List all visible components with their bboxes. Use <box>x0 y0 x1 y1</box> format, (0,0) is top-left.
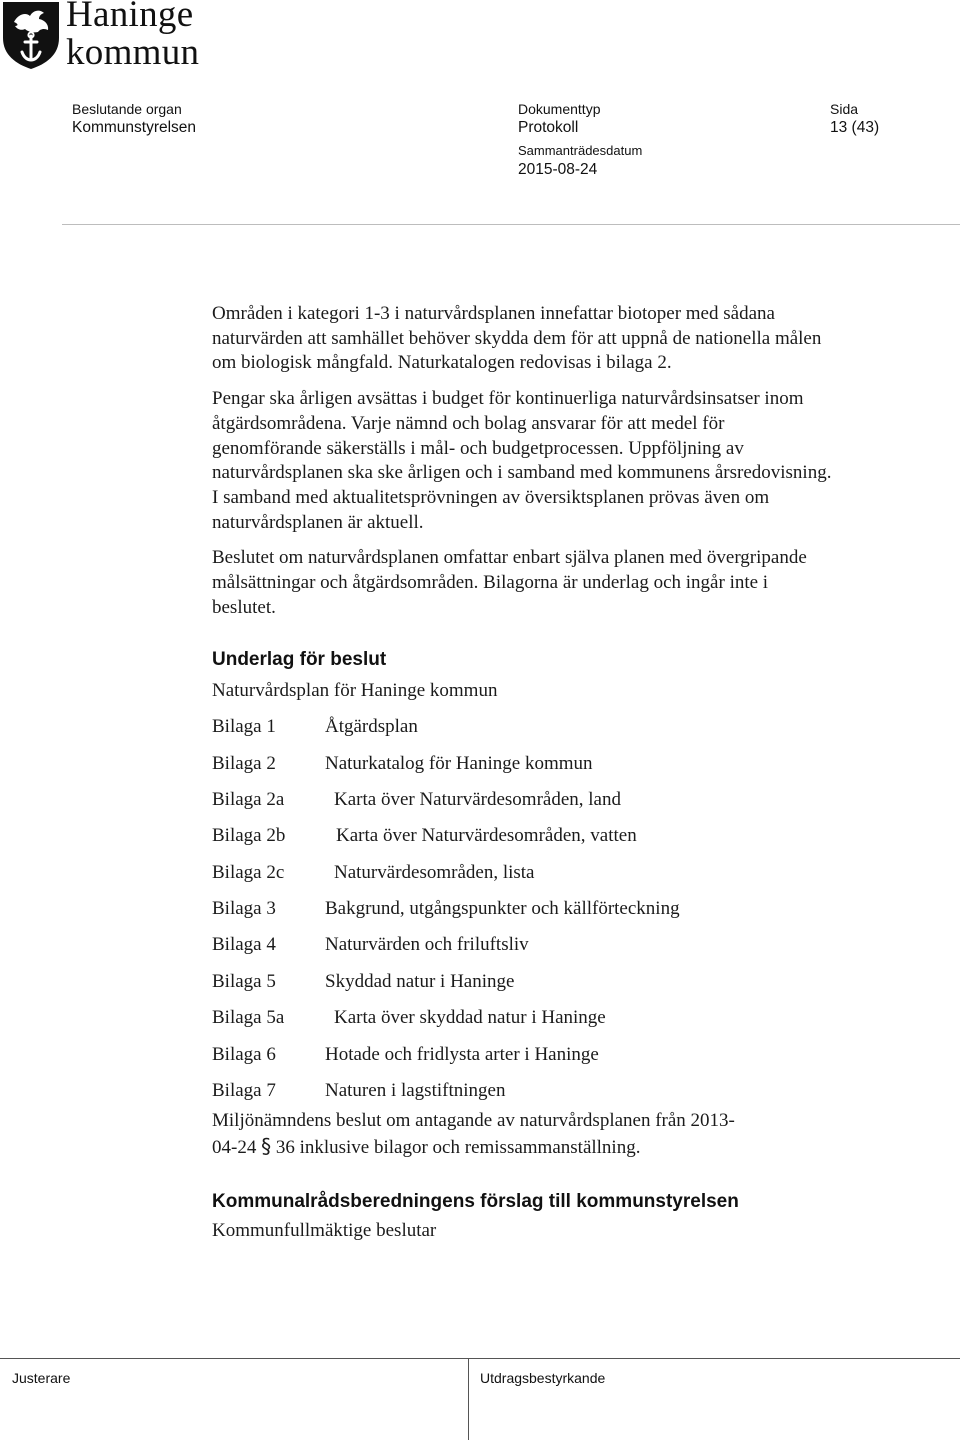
appendix-number: Bilaga 7 <box>212 1080 276 1102</box>
decision-line-1: Miljönämndens beslut om antagande av naturvårdsplanen från 2013- <box>212 1110 735 1132</box>
underlag-heading: Underlag för beslut <box>212 649 387 671</box>
doctype-label: Dokumenttyp <box>518 101 601 117</box>
appendix-row <box>212 824 832 860</box>
logo-line-2: kommun <box>66 32 200 73</box>
footer-utdragsbestyrkande-label: Utdragsbestyrkande <box>480 1370 606 1386</box>
appendix-title: Naturvärden och friluftsliv <box>325 934 529 956</box>
appendix-number: Bilaga 2a <box>212 788 285 810</box>
meeting-date-label: Sammanträdesdatum <box>518 143 643 158</box>
header-page <box>830 100 879 138</box>
appendix-title: Naturen i lagstiftningen <box>325 1080 506 1102</box>
appendix-number: Bilaga 3 <box>212 898 276 920</box>
organ-value: Kommunstyrelsen <box>72 119 197 136</box>
appendix-number: Bilaga 1 <box>212 716 276 738</box>
appendix-row <box>212 752 832 788</box>
footer-divider <box>0 1358 960 1359</box>
decision-line-2 <box>212 1134 832 1161</box>
appendix-number: Bilaga 2 <box>212 752 276 774</box>
document-body <box>212 302 832 1244</box>
appendix-title: Åtgärdsplan <box>325 716 418 738</box>
appendix-title: Hotade och fridlysta arter i Haninge <box>325 1043 599 1065</box>
appendix-number: Bilaga 5a <box>212 1007 285 1029</box>
paragraph-3: Beslutet om naturvårdsplanen omfattar enbart själva planen med övergripande målsättningar och åtgärdsområden. Bilagorna är underlag och ingår inte i beslutet. <box>212 547 807 618</box>
appendix-row <box>212 970 832 1006</box>
appendix-row <box>212 1079 832 1109</box>
decision-text-tail: 36 inklusive bilagor och remissammanställning. <box>275 1136 641 1158</box>
appendix-number: Bilaga 2b <box>212 825 286 847</box>
organ-label: Beslutande organ <box>72 101 182 117</box>
logo-line-1: Haninge <box>66 0 194 35</box>
coat-of-arms-icon <box>0 0 62 70</box>
appendix-number: Bilaga 5 <box>212 970 276 992</box>
decision-date-tail: 04-24 <box>212 1136 257 1158</box>
paragraph-1: Områden i kategori 1-3 i naturvårdsplanen innefattar biotoper med sådana naturvärden att samhället behöver skydda dem för att uppnå de nationella målen om biologisk mångfald. Naturkatalogen redovisas i bilaga 2. <box>212 303 822 374</box>
page-label: Sida <box>830 101 859 117</box>
appendix-row <box>212 715 832 751</box>
appendix-row <box>212 788 832 824</box>
paragraph-sign: § <box>261 1133 272 1158</box>
doctype-value: Protokoll <box>518 119 579 136</box>
decision-reference <box>212 1109 832 1160</box>
appendix-title: Karta över Naturvärdesområden, vatten <box>336 825 637 847</box>
appendix-title: Naturvärdesområden, lista <box>334 861 535 883</box>
header-organ <box>72 100 196 138</box>
appendix-row <box>212 1043 832 1079</box>
meeting-date-value: 2015-08-24 <box>518 161 598 178</box>
page-value: 13 (43) <box>830 119 880 136</box>
appendix-row <box>212 861 832 897</box>
appendix-title: Bakgrund, utgångspunkter och källförteckning <box>325 898 680 920</box>
appendix-row <box>212 897 832 933</box>
proposal-text: Kommunfullmäktige beslutar <box>212 1220 437 1242</box>
haninge-logo <box>0 0 230 72</box>
appendix-row <box>212 1006 832 1042</box>
appendix-title: Skyddad natur i Haninge <box>325 970 515 992</box>
footer-justerare-label: Justerare <box>12 1370 71 1386</box>
main-document-title: Naturvårdsplan för Haninge kommun <box>212 680 498 702</box>
appendix-row <box>212 933 832 969</box>
appendix-number: Bilaga 4 <box>212 934 276 956</box>
appendix-title: Naturkatalog för Haninge kommun <box>325 752 593 774</box>
header-meeting-date <box>518 142 642 180</box>
appendix-title: Karta över skyddad natur i Haninge <box>334 1007 606 1029</box>
footer-column-divider <box>468 1359 469 1440</box>
appendix-title: Karta över Naturvärdesområden, land <box>334 788 621 810</box>
header-doctype <box>518 100 600 138</box>
appendix-number: Bilaga 6 <box>212 1043 276 1065</box>
appendix-number: Bilaga 2c <box>212 861 285 883</box>
header-divider <box>62 224 960 225</box>
paragraph-2: Pengar ska årligen avsättas i budget för kontinuerliga naturvårdsinsatser inom åtgärdsområdena. Varje nämnd och bolag ansvarar för att medel för genomförande säkerställs i mål- och budgetprocessen. Uppföljning av naturvårdsplanen ska ske årligen och i samband med kommunens årsredovisning. I samband med aktualitetsprövningen av översiktsplanen prövas även om naturvårdsplanen är aktuell. <box>212 388 832 533</box>
appendix-list <box>212 715 832 1109</box>
proposal-heading: Kommunalrådsberedningens förslag till kommunstyrelsen <box>212 1191 739 1213</box>
